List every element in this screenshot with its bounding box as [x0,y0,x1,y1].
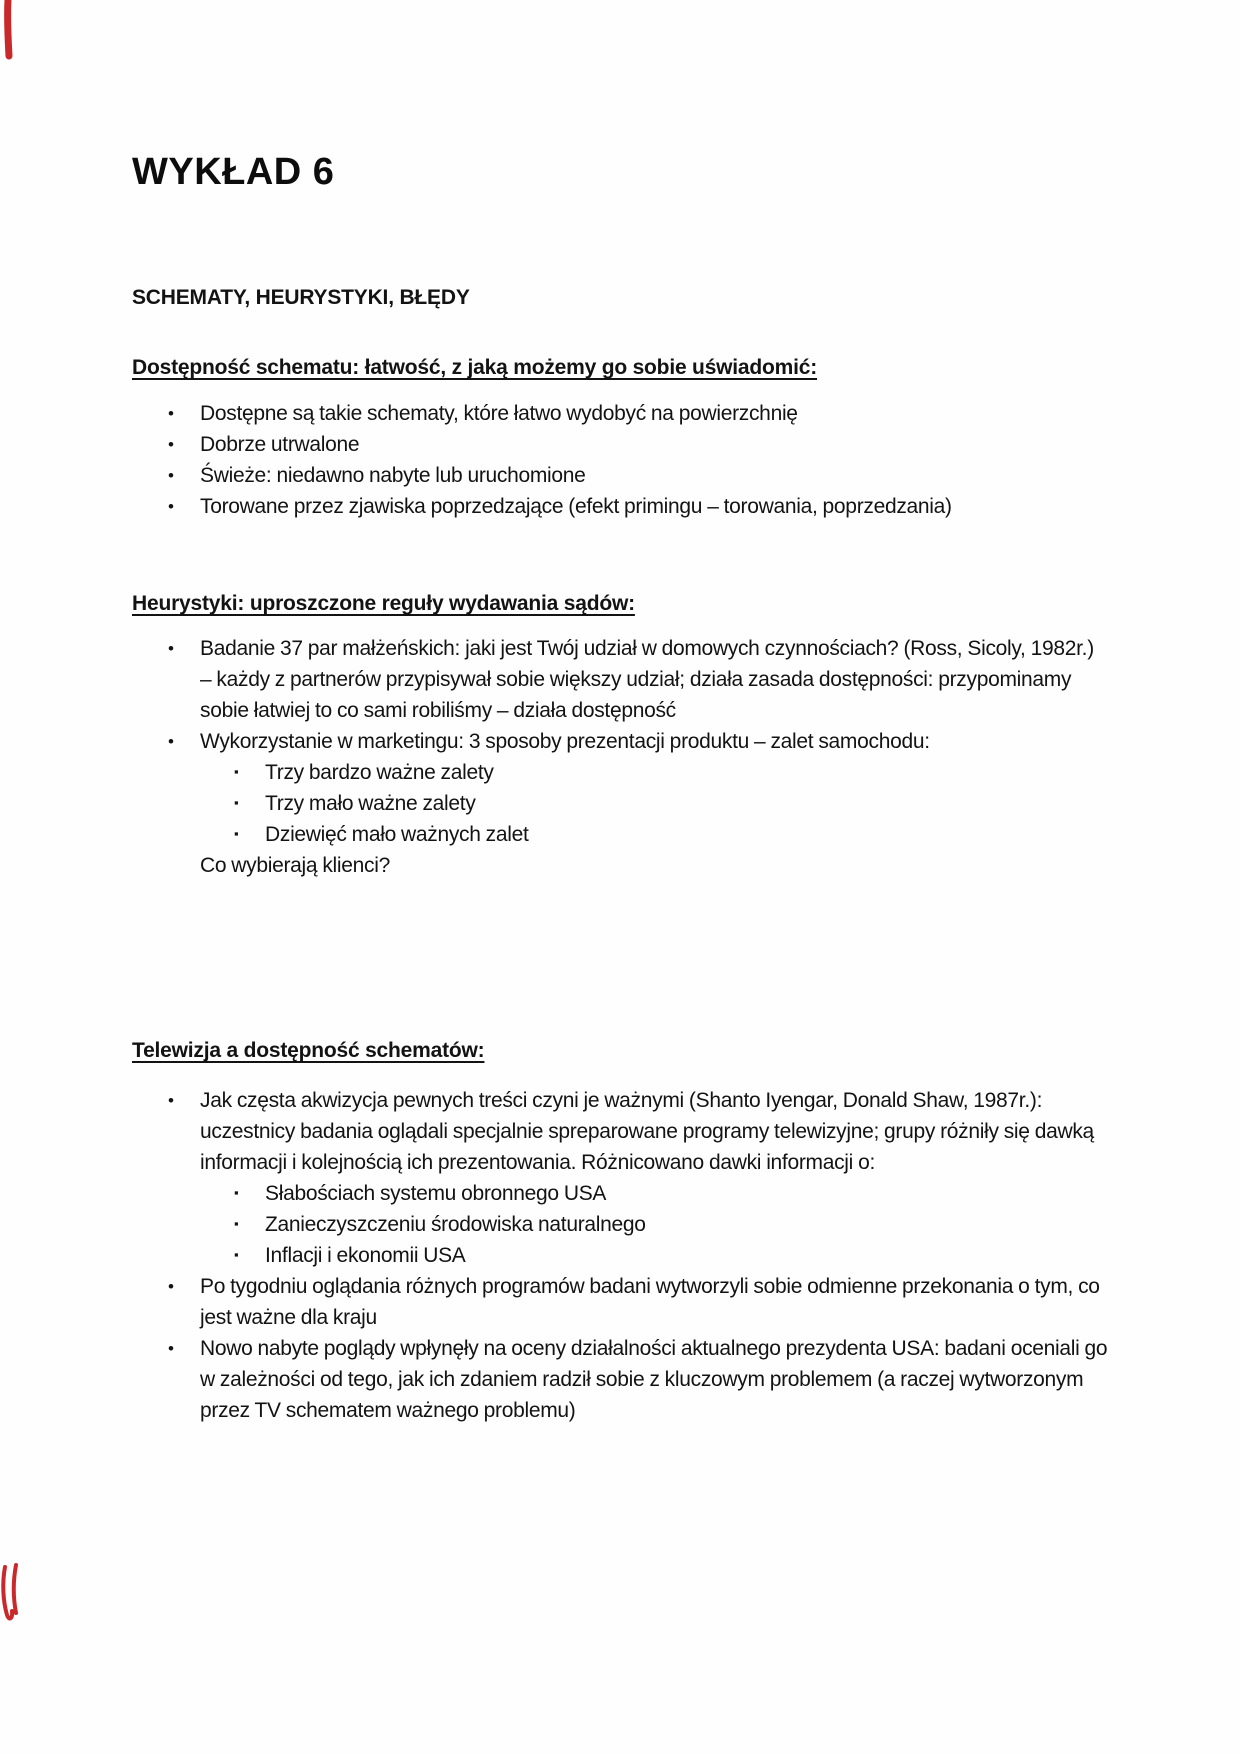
bullet-icon: • [168,404,174,423]
red-pen-mark-bottom-icon [0,1563,20,1633]
document-content [132,0,1108,1426]
list-item [132,1085,1108,1178]
list-item-text: Dostępne są takie schematy, które łatwo wydobyć na powierzchnię [200,402,798,425]
list-item-text: Inflacji i ekonomii USA [265,1244,466,1267]
list-item [132,398,1108,429]
square-bullet-icon: ▪ [234,1247,239,1262]
list-item-text: Słabościach systemu obronnego USA [265,1182,607,1205]
list-item [132,1271,1108,1333]
list-item-text: Co wybierają klienci? [200,854,390,877]
list-item-text: Po tygodniu oglądania różnych programów badani wytworzyli sobie odmienne przekonania o tym, co jest ważne dla kraju [200,1275,1100,1329]
list-item [132,819,1108,850]
list-item [132,1333,1108,1426]
section-heading-dostepnosc: Dostępność schematu: łatwość, z jaką możemy go sobie uświadomić: [132,356,818,379]
list-item-text: Dobrze utrwalone [200,433,360,456]
bullet-icon: • [168,466,174,485]
list-item-text: Trzy mało ważne zalety [265,792,476,815]
square-bullet-icon: ▪ [234,764,239,779]
list-item [132,633,1108,726]
list-item [132,460,1108,491]
list-item-text: Świeże: niedawno nabyte lub uruchomione [200,464,586,487]
page-title: WYKŁAD 6 [132,151,335,193]
bullet-list-heurystyki [132,633,1108,881]
red-pen-mark-top-icon [2,0,16,60]
list-item [132,429,1108,460]
list-item [132,757,1108,788]
list-item-text: Badanie 37 par małżeńskich: jaki jest Twój udział w domowych czynnościach? (Ross, Sicoly, 1982r.) – każdy z partnerów przypisywał sobie większy udział; działa zasada dostępności: przypominamy sobie łatwiej to co sami robiliśmy – działa dostępność [200,637,1094,722]
list-item-text: Zanieczyszczeniu środowiska naturalnego [265,1213,646,1236]
bullet-icon: • [168,639,174,658]
list-item-text: Nowo nabyte poglądy wpłynęły na oceny działalności aktualnego prezydenta USA: badani oceniali go w zależności od tego, jak ich zdaniem radził sobie z kluczowym problemem (a raczej wytworzonym przez TV schematem ważnego problemu) [200,1337,1108,1422]
document-subtitle: SCHEMATY, HEURYSTYKI, BŁĘDY [132,286,470,309]
list-item [132,1240,1108,1271]
list-item [132,788,1108,819]
bullet-icon: • [168,1277,174,1296]
list-item-text: Wykorzystanie w marketingu: 3 sposoby prezentacji produktu – zalet samochodu: [200,730,930,753]
square-bullet-icon: ▪ [234,1216,239,1231]
list-item-text: Jak częsta akwizycja pewnych treści czyni je ważnymi (Shanto Iyengar, Donald Shaw, 1987r.): uczestnicy badania oglądali specjalnie spreparowane programy telewizyjne; grupy różniły się dawką informacji i kolejnością ich prezentowania. Różnicowano dawki informacji o: [200,1089,1094,1174]
square-bullet-icon: ▪ [234,795,239,810]
list-item [132,850,1108,881]
bullet-list-telewizja [132,1085,1108,1426]
bullet-icon: • [168,732,174,751]
list-item [132,1178,1108,1209]
list-item-text: Dziewięć mało ważnych zalet [265,823,529,846]
bullet-icon: • [168,497,174,516]
bullet-list-dostepnosc [132,398,1108,522]
bullet-icon: • [168,1091,174,1110]
bullet-icon: • [168,435,174,454]
square-bullet-icon: ▪ [234,1185,239,1200]
list-item [132,726,1108,757]
section-heading-telewizja: Telewizja a dostępność schematów: [132,1039,485,1062]
section-heading-heurystyki: Heurystyki: uproszczone reguły wydawania sądów: [132,592,635,615]
bullet-icon: • [168,1339,174,1358]
list-item-text: Torowane przez zjawiska poprzedzające (efekt primingu – torowania, poprzedzania) [200,495,952,518]
square-bullet-icon: ▪ [234,826,239,841]
list-item-text: Trzy bardzo ważne zalety [265,761,494,784]
list-item [132,491,1108,522]
list-item [132,1209,1108,1240]
